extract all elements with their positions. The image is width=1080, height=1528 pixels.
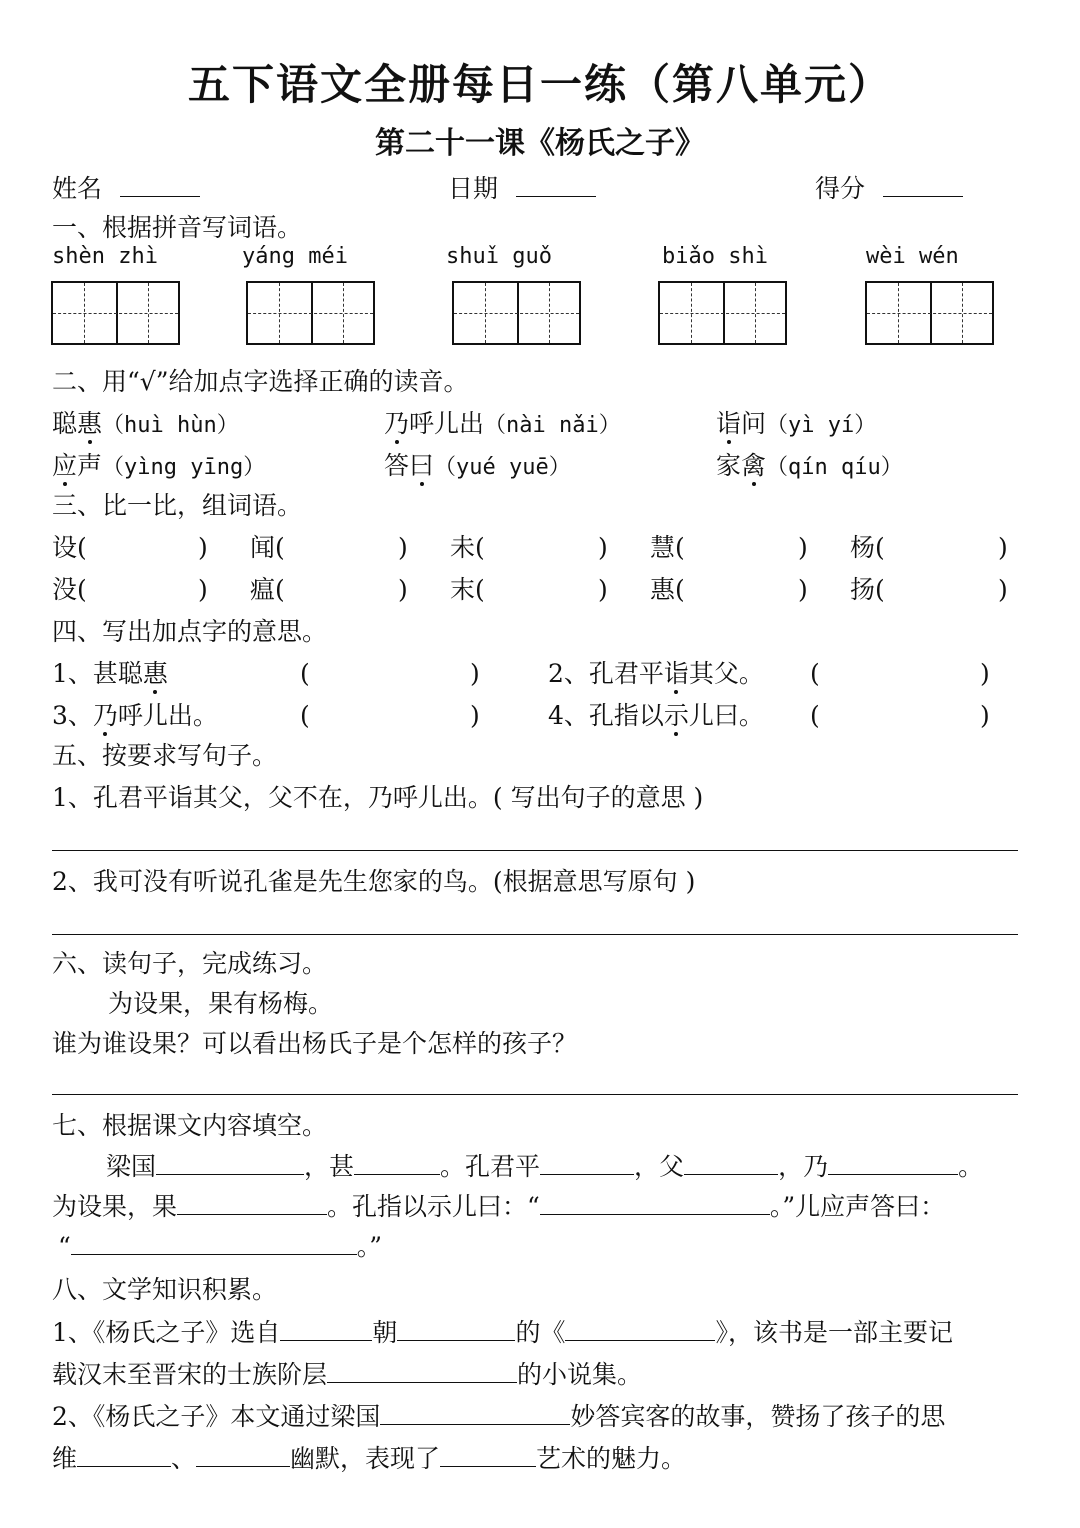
reading-item-4[interactable]	[52, 450, 265, 484]
compare-word-4: 慧(	[650, 533, 685, 562]
compare-word-6: 没(	[52, 575, 87, 604]
pinyin-4: biǎo shì	[662, 244, 768, 269]
dotted-char: 惠	[77, 409, 103, 438]
fill-text: 幽默，表现了	[290, 1444, 441, 1473]
pinyin-options[interactable]: （huì hùn）	[102, 413, 239, 438]
dotted-char: 应	[52, 451, 78, 480]
fill-blank[interactable]	[380, 1400, 570, 1425]
fill-blank[interactable]	[71, 1230, 357, 1255]
compare-word-5: 杨(	[850, 533, 885, 562]
pinyin-options[interactable]: （yué yuē）	[434, 455, 571, 480]
knowledge-line-3	[52, 1400, 945, 1433]
reading-question: 谁为谁设果？可以看出杨氏子是个怎样的孩子？	[52, 1029, 578, 1058]
compare-word-1: 设(	[52, 533, 87, 562]
writing-grid-2[interactable]	[246, 281, 375, 345]
section-8-heading: 八、文学知识积累。	[52, 1275, 278, 1304]
fill-text: 。”	[356, 1232, 383, 1261]
pinyin-options[interactable]: （nài nǎi）	[484, 413, 621, 438]
q-text: 1、甚聪	[52, 659, 143, 688]
dotted-char: 乃	[92, 701, 118, 730]
section-2-heading: 二、用“√”给加点字选择正确的读音。	[52, 367, 469, 396]
fill-text: 艺术的魅力。	[536, 1444, 687, 1473]
writing-grid-3[interactable]	[452, 281, 581, 345]
answer-line-1[interactable]	[52, 850, 1018, 851]
answer-line-2[interactable]	[52, 934, 1018, 935]
score-field[interactable]	[815, 172, 963, 205]
dotted-char: 禽	[741, 451, 767, 480]
open-paren: (	[300, 701, 310, 730]
close-paren: )	[470, 701, 480, 730]
close-paren: )	[798, 575, 808, 604]
fill-blank[interactable]	[828, 1150, 958, 1175]
sentence-q2: 2、我可没有听说孔雀是先生您家的鸟。(根据意思写原句 )	[52, 867, 696, 896]
q-text: 呼儿出。	[117, 701, 218, 730]
compare-word-9: 惠(	[650, 575, 685, 604]
fill-line-2	[52, 1190, 945, 1223]
pinyin-1: shèn zhì	[52, 244, 158, 269]
section-5-heading: 五、按要求写句子。	[52, 741, 278, 770]
fill-text: ，甚	[304, 1152, 355, 1181]
knowledge-line-4	[52, 1442, 686, 1475]
word-part: 聪	[52, 409, 78, 438]
writing-grid-1[interactable]	[51, 281, 180, 345]
reading-item-1[interactable]	[52, 408, 239, 442]
meaning-q2	[548, 658, 764, 690]
dotted-char: 乃	[384, 409, 410, 438]
answer-line-3[interactable]	[52, 1094, 1018, 1095]
close-paren: )	[598, 533, 608, 562]
name-field[interactable]	[52, 172, 200, 205]
date-label: 日期	[448, 174, 499, 203]
sentence-q1: 1、孔君平诣其父，父不在，乃呼儿出。( 写出句子的意思 )	[52, 783, 704, 812]
fill-blank[interactable]	[397, 1316, 515, 1341]
knowledge-line-1	[52, 1316, 953, 1349]
open-paren: (	[810, 659, 820, 688]
pinyin-options[interactable]: （yìng yīng）	[102, 455, 266, 480]
open-paren: (	[810, 701, 820, 730]
reading-item-6[interactable]	[716, 450, 903, 484]
fill-text: 2、《杨氏之子》本文通过梁国	[52, 1402, 381, 1431]
fill-blank[interactable]	[440, 1442, 536, 1467]
open-paren: (	[300, 659, 310, 688]
writing-grid-4[interactable]	[658, 281, 787, 345]
fill-text: 。孔君平	[440, 1152, 541, 1181]
reading-item-2[interactable]	[384, 408, 621, 442]
pinyin-5: wèi wén	[866, 244, 959, 269]
name-blank[interactable]	[120, 172, 200, 197]
dotted-char: 惠	[142, 659, 168, 688]
fill-blank[interactable]	[327, 1358, 517, 1383]
close-paren: )	[980, 659, 990, 688]
section-4-heading: 四、写出加点字的意思。	[52, 617, 328, 646]
date-blank[interactable]	[516, 172, 596, 197]
pinyin-3: shuǐ guǒ	[446, 244, 552, 269]
compare-word-2: 闻(	[250, 533, 285, 562]
reading-item-3[interactable]	[716, 408, 876, 442]
date-field[interactable]	[448, 172, 596, 205]
fill-text: 、	[171, 1444, 197, 1473]
fill-blank[interactable]	[280, 1316, 372, 1341]
fill-text: 为设果，果	[52, 1192, 178, 1221]
dotted-char: 诣	[663, 659, 689, 688]
fill-blank[interactable]	[565, 1316, 715, 1341]
dotted-char: 诣	[716, 409, 742, 438]
close-paren: )	[470, 659, 480, 688]
fill-blank[interactable]	[540, 1150, 634, 1175]
q-text: 3、	[52, 701, 93, 730]
fill-blank[interactable]	[196, 1442, 290, 1467]
fill-blank[interactable]	[354, 1150, 440, 1175]
fill-text: 。孔指以示儿曰：“	[327, 1192, 540, 1221]
q-text: 其父。	[688, 659, 764, 688]
fill-line-3	[58, 1230, 382, 1263]
close-paren: )	[398, 533, 408, 562]
q-text: 2、孔君平	[548, 659, 664, 688]
fill-text: ，乃	[778, 1152, 829, 1181]
close-paren: )	[198, 533, 208, 562]
fill-blank[interactable]	[77, 1442, 171, 1467]
fill-blank[interactable]	[156, 1150, 304, 1175]
close-paren: )	[398, 575, 408, 604]
score-label: 得分	[815, 174, 866, 203]
word-part: 呼儿出	[409, 409, 485, 438]
compare-word-7: 瘟(	[250, 575, 285, 604]
compare-word-3: 未(	[450, 533, 485, 562]
fill-text: 。	[958, 1152, 984, 1181]
fill-blank[interactable]	[684, 1150, 778, 1175]
pinyin-options[interactable]: （yì yí）	[766, 413, 877, 438]
word-part: 家	[716, 451, 742, 480]
quoted-sentence: 为设果，果有杨梅。	[108, 989, 334, 1018]
name-label: 姓名	[52, 174, 103, 203]
close-paren: )	[598, 575, 608, 604]
fill-text: ，父	[634, 1152, 685, 1181]
writing-grid-5[interactable]	[865, 281, 994, 345]
fill-text: 的小说集。	[517, 1360, 643, 1389]
dotted-char: 曰	[409, 451, 435, 480]
meaning-q3	[52, 700, 218, 732]
pinyin-options[interactable]: （qín qíu）	[766, 455, 903, 480]
dotted-char: 示	[663, 701, 689, 730]
fill-text: “	[58, 1232, 71, 1261]
section-6-heading: 六、读句子，完成练习。	[52, 949, 328, 978]
word-part: 问	[741, 409, 767, 438]
compare-word-8: 末(	[450, 575, 485, 604]
lesson-subtitle: 第二十一课《杨氏之子》	[375, 126, 705, 161]
fill-text: 朝	[372, 1318, 398, 1347]
fill-blank[interactable]	[177, 1190, 327, 1215]
fill-text: 妙答宾客的故事，赞扬了孩子的思	[570, 1402, 946, 1431]
word-part: 声	[77, 451, 103, 480]
fill-line-1	[106, 1150, 983, 1183]
q-text: 4、孔指以	[548, 701, 664, 730]
fill-text: 。”儿应声答曰：	[769, 1192, 946, 1221]
fill-text: 的《	[515, 1318, 566, 1347]
section-7-heading: 七、根据课文内容填空。	[52, 1111, 328, 1140]
compare-word-10: 扬(	[850, 575, 885, 604]
close-paren: )	[980, 701, 990, 730]
reading-item-5[interactable]	[384, 450, 571, 484]
close-paren: )	[198, 575, 208, 604]
fill-text: 梁国	[106, 1152, 157, 1181]
score-blank[interactable]	[883, 172, 963, 197]
close-paren: )	[798, 533, 808, 562]
fill-text: 1、《杨氏之子》选自	[52, 1318, 281, 1347]
fill-text: 载汉末至晋宋的士族阶层	[52, 1360, 328, 1389]
knowledge-line-2	[52, 1358, 642, 1391]
close-paren: )	[998, 575, 1008, 604]
page-title: 五下语文全册每日一练（第八单元）	[187, 60, 892, 109]
pinyin-2: yáng méi	[242, 244, 348, 269]
word-part: 答	[384, 451, 410, 480]
meaning-q1	[52, 658, 168, 690]
section-1-heading: 一、根据拼音写词语。	[52, 213, 303, 242]
fill-blank[interactable]	[540, 1190, 770, 1215]
close-paren: )	[998, 533, 1008, 562]
fill-text: 维	[52, 1444, 78, 1473]
section-3-heading: 三、比一比，组词语。	[52, 491, 303, 520]
q-text: 儿曰。	[688, 701, 764, 730]
fill-text: 》，该书是一部主要记	[715, 1318, 953, 1347]
meaning-q4	[548, 700, 764, 732]
